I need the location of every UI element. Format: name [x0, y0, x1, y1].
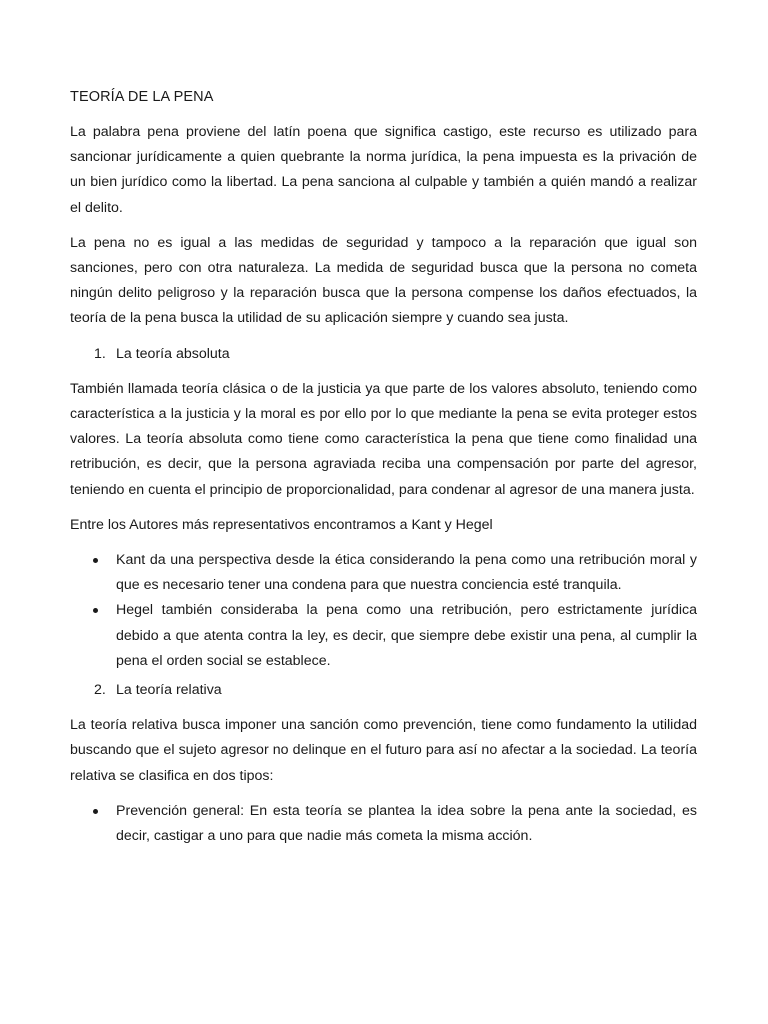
authors-list: [70, 548, 697, 674]
section-number: 1.: [94, 345, 106, 362]
bullet-icon: [70, 598, 116, 674]
section-number: 2.: [94, 682, 106, 699]
bullet-icon: [70, 548, 116, 598]
paragraph-intro: La palabra pena proviene del latín poena que significa castigo, este recurso es utilizado para sancionar jurídicamente a quien quebrante la norma jurídica, la pena impuesta es la privación de un bien jurídico como la libertad. La pena sanciona al culpable y también a quién mandó a realizar el delito.: [70, 124, 697, 216]
document-page: [70, 86, 697, 853]
list-item-text: Hegel también consideraba la pena como una retribución, pero estrictamente jurídica debido a que atenta contra la ley, es decir, que siempre debe existir una pena, al cumplir la pena el orden social se establece.: [116, 602, 697, 669]
list-item-text: Prevención general: En esta teoría se plantea la idea sobre la pena ante la sociedad, es decir, castigar a uno para que nadie más cometa la misma acción.: [116, 802, 697, 845]
paragraph-absolute-theory: También llamada teoría clásica o de la justicia ya que parte de los valores absoluto, teniendo como característica a la justicia y la moral es por ello por lo que mediante la pena se evita proteger estos valores. La teoría absoluta como tiene como característica la pena que tiene como finalidad una retribución, es decir, que la persona agraviada reciba una compensación por parte del agresor, teniendo en cuenta el principio de proporcionalidad, para condenar al agresor de una manera justa.: [70, 380, 697, 498]
list-item: [70, 548, 697, 598]
section-label: La teoría relativa: [116, 682, 222, 699]
list-item: [70, 598, 697, 674]
paragraph-distinction: La pena no es igual a las medidas de seguridad y tampoco a la reparación que igual son sanciones, pero con otra naturaleza. La medida de seguridad busca que la persona no cometa ningún delito peligroso y la reparación busca que la persona compense los daños efectuados, la teoría de la pena busca la utilidad de su aplicación siempre y cuando sea justa.: [70, 234, 697, 327]
section-heading-absolute: [70, 342, 697, 367]
list-item: [70, 799, 697, 849]
bullet-icon: [70, 799, 116, 849]
section-label: La teoría absoluta: [116, 345, 230, 362]
types-list: [70, 799, 697, 849]
paragraph-authors-intro: Entre los Autores más representativos encontramos a Kant y Hegel: [70, 516, 493, 533]
paragraph-relative-theory: La teoría relativa busca imponer una sanción como prevención, tiene como fundamento la utilidad buscando que el sujeto agresor no delinque en el futuro para así no afectar a la sociedad. La teoría relativa se clasifica en dos tipos:: [70, 717, 697, 784]
document-title: TEORÍA DE LA PENA: [70, 89, 214, 105]
section-heading-relative: [70, 678, 697, 703]
list-item-text: Kant da una perspectiva desde la ética considerando la pena como una retribución moral y que es necesario tener una condena para que nuestra conciencia esté tranquila.: [116, 552, 697, 594]
